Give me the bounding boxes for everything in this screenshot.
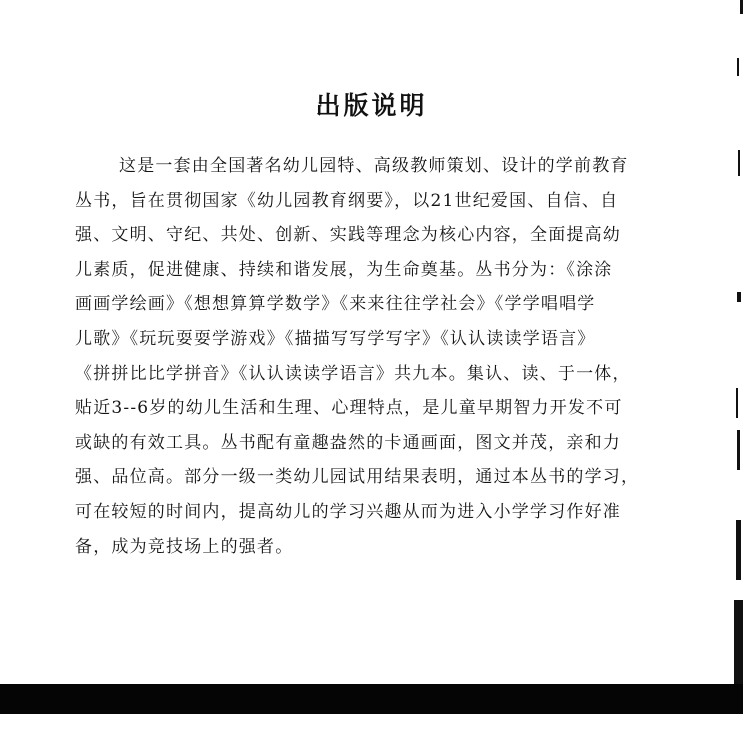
text-line: 或缺的有效工具。丛书配有童趣盎然的卡通画面，图文并茂，亲和力 [75,432,621,453]
text-line: 画画学绘画》《想想算算学数学》《来来往往学社会》《学学唱唱学 [75,294,596,315]
text-line: 强、文明、守纪、共处、创新、实践等理念为核心内容，全面提高幼 [75,225,621,246]
text-line: 贴近3--6岁的幼儿生活和生理、心理特点，是儿童早期智力开发不可 [75,398,623,419]
scan-mark [737,430,740,470]
scan-mark [734,600,743,684]
body-text [75,149,675,564]
scan-mark [738,150,740,176]
scan-mark [736,388,738,418]
text-line: 丛书，旨在贯彻国家《幼儿园教育纲要》，以21世纪爱国、自信、自 [75,190,619,211]
scan-edge-artifacts [731,0,743,714]
text-line: 备，成为竞技场上的强者。 [75,536,294,557]
scan-bottom-border [0,684,743,714]
text-line: 儿素质，促进健康、持续和谐发展，为生命奠基。丛书分为：《涂涂 [75,259,613,280]
page-title: 出版说明 [315,91,428,120]
text-line: 《拼拼比比学拼音》《认认读读学语言》共九本。集认、读、于一体， [75,363,631,384]
scan-mark [737,58,739,76]
scan-mark [736,520,741,580]
text-line: 强、品位高。部分一级一类幼儿园试用结果表明，通过本丛书的学习， [75,467,640,488]
text-line: 这是一套由全国著名幼儿园特、高级教师策划、设计的学前教育 [119,156,629,176]
text-line: 可在较短的时间内，提高幼儿的学习兴趣从而为进入小学学习作好准 [75,501,621,522]
text-line: 儿歌》《玩玩耍耍学游戏》《描描写写学写字》《认认读读学语言》 [75,328,596,349]
scan-mark [737,292,741,302]
